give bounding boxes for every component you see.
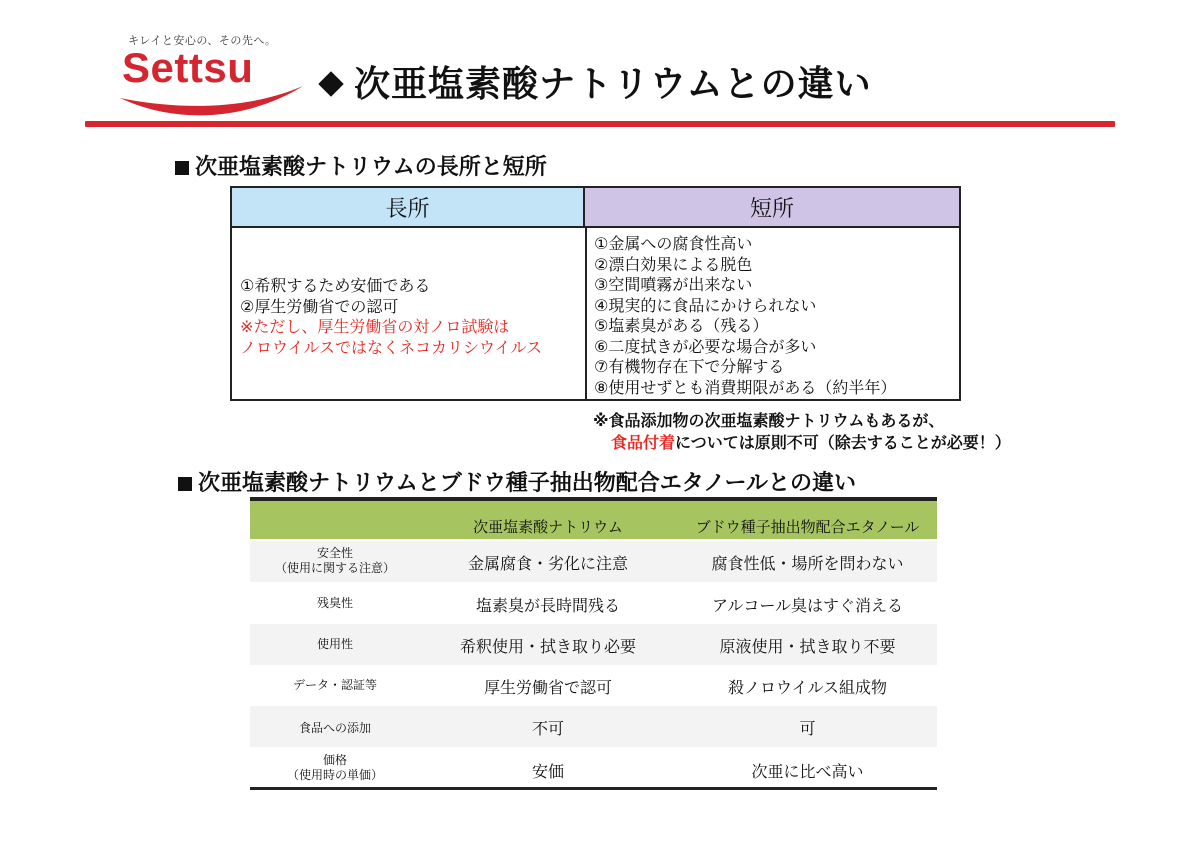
diamond-bullet-icon	[318, 71, 343, 96]
row-label-main: 価格	[322, 753, 347, 767]
title-rule	[85, 121, 1115, 127]
food-additive-note-line2	[611, 430, 1011, 453]
table-row	[250, 541, 937, 582]
table-row	[250, 747, 937, 788]
row-value-hypochlorite: 希釈使用・拭き取り必要	[459, 637, 636, 656]
row-value-ethanol: 原液使用・拭き取り不要	[719, 637, 896, 656]
cons-header: 短所	[585, 188, 959, 228]
row-value-ethanol: 腐食性低・場所を問わない	[711, 554, 904, 573]
pros-note-line: ノロウイルスではなくネコカリシウイルス	[240, 337, 543, 357]
row-value-hypochlorite: 塩素臭が長時間残る	[475, 596, 620, 615]
pros-item: ①希釈するため安価である	[240, 276, 431, 295]
square-bullet-icon	[175, 161, 189, 175]
table-bottom-rule	[250, 787, 937, 790]
cons-item: ⑥二度拭きが必要な場合が多い	[594, 336, 817, 356]
food-additive-note: ※食品添加物の次亜塩素酸ナトリウムもあるが、	[593, 411, 945, 430]
logo-swoosh-icon	[118, 80, 308, 120]
food-contact-rest: については原則不可（除去することが必要！）	[675, 433, 1011, 452]
page-title	[322, 56, 872, 107]
row-label: 食品への添加	[298, 721, 371, 735]
section-heading-text: 次亜塩素酸ナトリウムとブドウ種子抽出物配合エタノールとの違い	[198, 471, 857, 496]
comparison-table	[250, 497, 937, 790]
table-row	[250, 583, 937, 624]
logo-brand: Settsu	[122, 44, 254, 91]
cons-item: ②漂白効果による脱色	[594, 254, 753, 274]
table-row	[250, 665, 937, 706]
table-row	[250, 624, 937, 665]
column-header-sodium-hypochlorite: 次亜塩素酸ナトリウム	[473, 518, 623, 536]
section-heading-comparison	[178, 466, 856, 497]
row-value-hypochlorite: 金属腐食・劣化に注意	[467, 554, 628, 573]
row-value-ethanol: 可	[799, 719, 816, 738]
pros-cons-table	[230, 186, 961, 401]
logo-tagline: キレイと安心の、その先へ。	[128, 34, 277, 47]
section-heading-pros-cons	[175, 150, 547, 181]
row-label	[250, 546, 420, 576]
table-row	[250, 706, 937, 747]
pros-note-line: ※ただし、厚生労働省の対ノロ試験は	[240, 317, 510, 336]
row-label	[250, 753, 420, 783]
row-label-main: 安全性	[316, 546, 353, 560]
company-logo	[118, 32, 308, 122]
cons-item: ⑦有機物存在下で分解する	[594, 357, 785, 376]
row-value-ethanol: 次亜に比べ高い	[751, 762, 864, 781]
cons-item: ④現実的に食品にかけられない	[594, 295, 817, 315]
page-title-text: 次亜塩素酸ナトリウムとの違い	[354, 64, 872, 105]
comparison-header-row	[250, 501, 937, 541]
cons-item: ⑤塩素臭がある（残る）	[594, 316, 769, 335]
row-value-hypochlorite: 安価	[531, 762, 564, 781]
row-label: 残臭性	[316, 596, 353, 610]
cons-list	[594, 234, 954, 398]
section-heading-text: 次亜塩素酸ナトリウムの長所と短所	[195, 155, 547, 180]
cons-item: ③空間噴霧が出来ない	[594, 275, 753, 294]
square-bullet-icon	[178, 477, 192, 491]
row-value-ethanol: アルコール臭はすぐ消える	[711, 596, 904, 615]
pros-item: ②厚生労働省での認可	[240, 296, 399, 316]
table-divider	[585, 228, 587, 399]
row-label: データ・認証等	[292, 678, 377, 692]
row-value-hypochlorite: 厚生労働省で認可	[483, 678, 612, 697]
food-contact-highlight: 食品付着	[611, 433, 676, 452]
row-label: 使用性	[316, 637, 353, 651]
row-label-sub: （使用に関する注意）	[274, 561, 395, 575]
cons-item: ①金属への腐食性高い	[594, 234, 753, 253]
pros-list	[240, 276, 580, 358]
row-label-sub: （使用時の単価）	[286, 768, 383, 782]
pros-header: 長所	[232, 188, 585, 228]
row-value-ethanol: 殺ノロウイルス組成物	[727, 678, 888, 697]
row-value-hypochlorite: 不可	[531, 719, 564, 738]
cons-item: ⑧使用せずとも消費期限がある（約半年）	[594, 377, 897, 397]
column-header-grape-seed-ethanol: ブドウ種子抽出物配合エタノール	[695, 518, 920, 536]
